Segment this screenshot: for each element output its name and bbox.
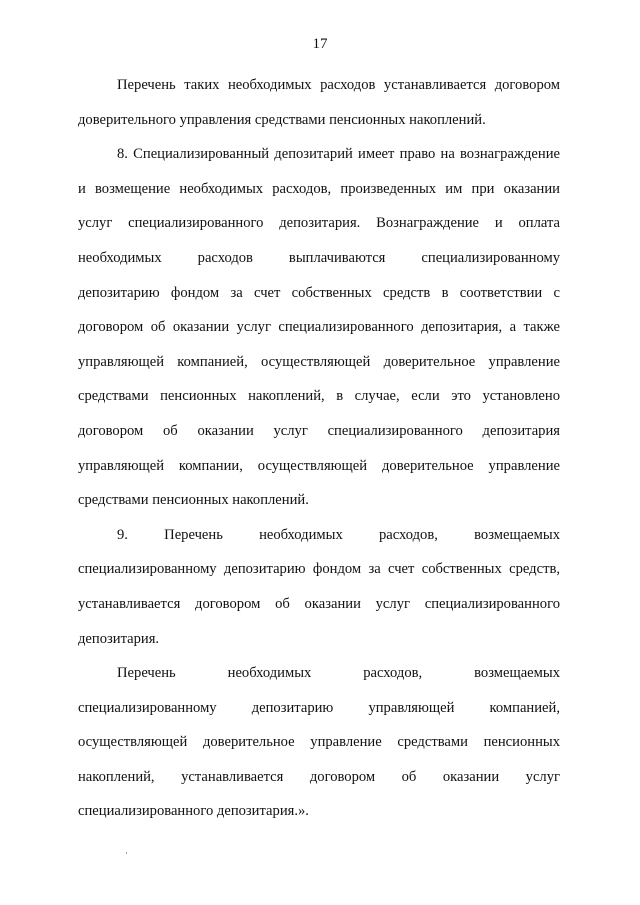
paragraph-1 xyxy=(78,68,560,137)
page-number: 17 xyxy=(312,36,328,52)
paragraph-line: Перечень таких необходимых расходов устанавливается договором xyxy=(117,77,560,93)
paragraph-line: и возмещение необходимых расходов, произведенных им при оказании xyxy=(78,180,560,197)
paragraph-line: услуг специализированного депозитария. Вознаграждение и оплата xyxy=(78,215,560,232)
paragraph-line: управляющей компании, осуществляющей доверительное управление xyxy=(78,457,560,474)
paragraph-line: 9. Перечень необходимых расходов, возмещаемых xyxy=(117,526,560,543)
paragraph-line: устанавливается договором об оказании услуг специализированного xyxy=(78,595,560,612)
paragraph-line: осуществляющей доверительное управление средствами пенсионных xyxy=(78,734,560,751)
paragraph-line: депозитарию фондом за счет собственных средств в соответствии с xyxy=(78,284,560,301)
paragraph-line: 8. Специализированный депозитарий имеет право на вознаграждение xyxy=(117,146,560,163)
paragraph-line: специализированному депозитарию управляющей компанией, xyxy=(78,699,560,716)
scan-speck xyxy=(126,852,127,854)
paragraph-item-9 xyxy=(78,518,560,656)
paragraph-line: депозитария. xyxy=(78,630,160,647)
paragraph-item-8 xyxy=(78,137,560,518)
paragraph-line: управляющей компанией, осуществляющей доверительное управление xyxy=(78,353,560,370)
paragraph-line: накоплений, устанавливается договором об оказании услуг xyxy=(78,768,560,785)
paragraph-line: специализированного депозитария.». xyxy=(78,803,309,820)
paragraph-line: договором об оказании услуг специализированного депозитария, а также xyxy=(78,319,560,336)
document-body xyxy=(78,68,560,829)
paragraph-line: Перечень необходимых расходов, возмещаемых xyxy=(117,665,560,682)
paragraph-line: средствами пенсионных накоплений, в случае, если это установлено xyxy=(78,388,560,405)
paragraph-4 xyxy=(78,656,560,829)
paragraph-line: договором об оказании услуг специализированного депозитария xyxy=(78,422,560,439)
paragraph-line: доверительного управления средствами пенсионных накоплений. xyxy=(78,111,486,128)
paragraph-line: необходимых расходов выплачиваются специализированному xyxy=(78,249,560,266)
paragraph-line: средствами пенсионных накоплений. xyxy=(78,492,309,509)
paragraph-line: специализированному депозитарию фондом за счет собственных средств, xyxy=(78,561,560,578)
